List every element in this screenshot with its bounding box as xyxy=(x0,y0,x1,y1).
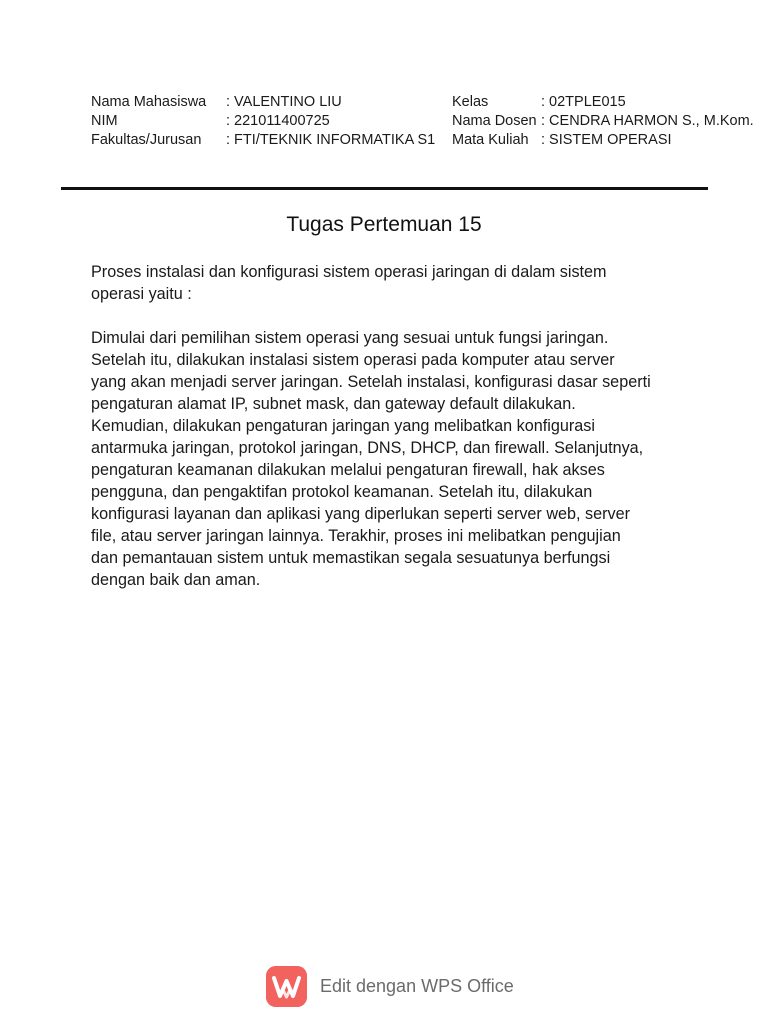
intro-line: operasi yaitu : xyxy=(91,285,192,303)
value-mata-kuliah: : SISTEM OPERASI xyxy=(541,132,672,148)
intro-paragraph xyxy=(91,261,706,305)
value-nim: : 221011400725 xyxy=(226,113,330,129)
value-kelas: : 02TPLE015 xyxy=(541,94,626,110)
paragraph-line: konfigurasi layanan dan aplikasi yang diperlukan seperti server web, server xyxy=(91,505,630,523)
paragraph-line: dan pemantauan sistem untuk memastikan segala sesuatunya berfungsi xyxy=(91,549,611,567)
header-divider xyxy=(61,187,708,190)
label-fakultas-jurusan: Fakultas/Jurusan xyxy=(91,132,202,148)
wps-office-logo-icon xyxy=(266,966,307,1007)
edit-with-wps-label: Edit dengan WPS Office xyxy=(320,975,514,996)
intro-line: Proses instalasi dan konfigurasi sistem operasi jaringan di dalam sistem xyxy=(91,263,607,281)
paragraph-line: Dimulai dari pemilihan sistem operasi yang sesuai untuk fungsi jaringan. xyxy=(91,329,609,347)
document-title: Tugas Pertemuan 15 xyxy=(286,213,482,236)
paragraph-line: Kemudian, dilakukan pengaturan jaringan yang melibatkan konfigurasi xyxy=(91,417,595,435)
label-nama-dosen: Nama Dosen xyxy=(452,113,537,129)
label-kelas: Kelas xyxy=(452,94,489,110)
label-nama-mahasiswa: Nama Mahasiswa xyxy=(91,94,207,110)
paragraph-line: dengan baik dan aman. xyxy=(91,571,261,589)
value-nama-dosen: : CENDRA HARMON S., M.Kom. xyxy=(541,113,754,129)
edit-with-wps-button[interactable] xyxy=(266,965,514,1007)
paragraph-line: pengaturan alamat IP, subnet mask, dan gateway default dilakukan. xyxy=(91,395,576,413)
paragraph-line: pengaturan keamanan dilakukan melalui pengaturan firewall, hak akses xyxy=(91,461,605,479)
value-fakultas-jurusan: : FTI/TEKNIK INFORMATIKA S1 xyxy=(226,132,436,148)
label-mata-kuliah: Mata Kuliah xyxy=(452,132,529,148)
main-paragraph xyxy=(91,327,706,591)
paragraph-line: yang akan menjadi server jaringan. Setelah instalasi, konfigurasi dasar seperti xyxy=(91,373,651,391)
paragraph-line: Setelah itu, dilakukan instalasi sistem operasi pada komputer atau server xyxy=(91,351,615,369)
paragraph-line: antarmuka jaringan, protokol jaringan, DNS, DHCP, dan firewall. Selanjutnya, xyxy=(91,439,644,457)
paragraph-line: file, atau server jaringan lainnya. Terakhir, proses ini melibatkan pengujian xyxy=(91,527,621,545)
paragraph-line: pengguna, dan pengaktifan protokol keamanan. Setelah itu, dilakukan xyxy=(91,483,593,501)
value-nama-mahasiswa: : VALENTINO LIU xyxy=(226,94,342,110)
label-nim: NIM xyxy=(91,113,118,129)
